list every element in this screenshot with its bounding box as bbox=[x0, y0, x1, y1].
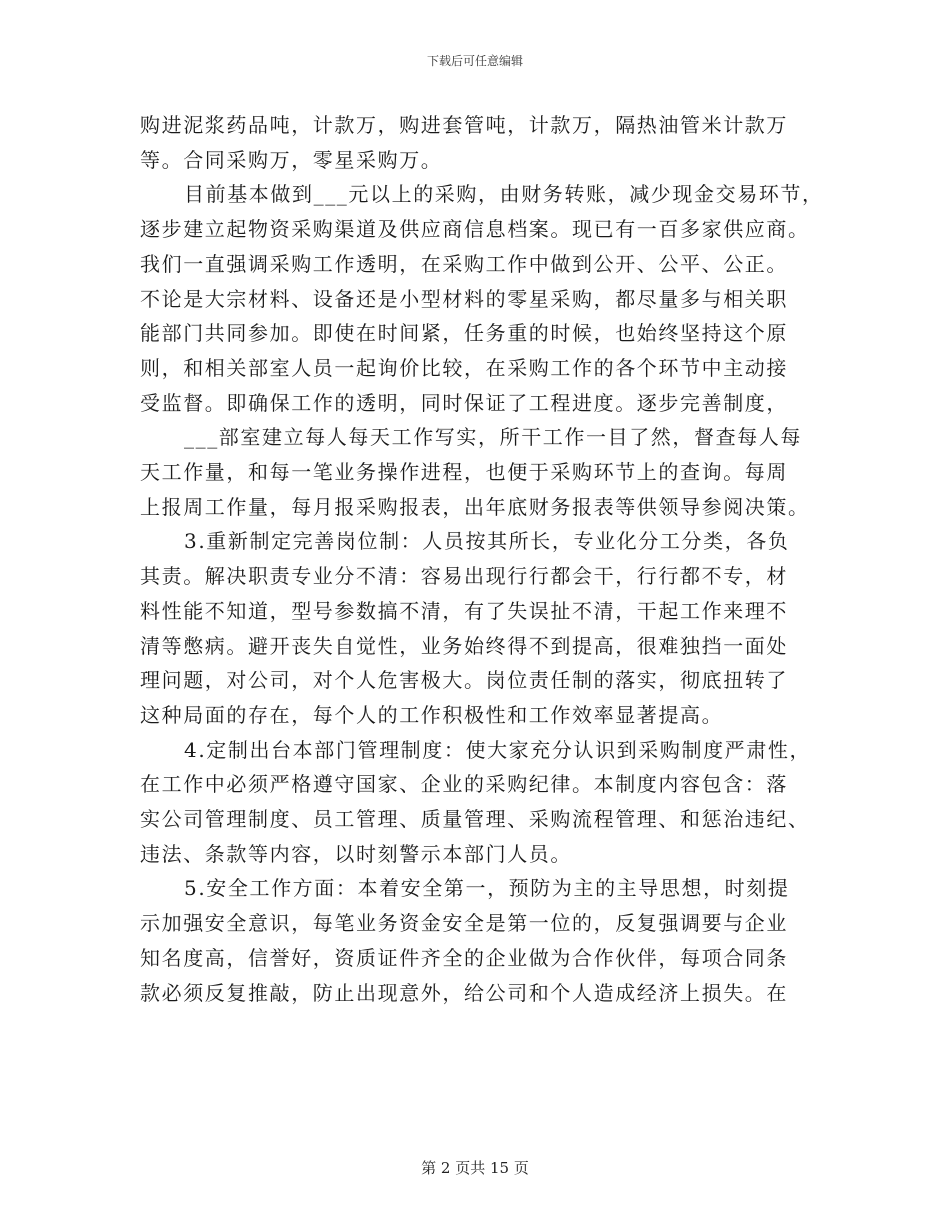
text-line: 等。合同采购万，零星采购万。 bbox=[140, 147, 443, 172]
text-line: 在工作中必须严格遵守国家、企业的采购纪律。本制度内容包含：落 bbox=[140, 772, 788, 797]
text-line: ___部室建立每人每天工作写实，所干工作一目了然，督查每人每 bbox=[184, 425, 802, 450]
text-line: 知名度高，信誉好，资质证件齐全的企业做为合作伙伴，每项合同条 bbox=[140, 945, 788, 970]
paragraph-6 bbox=[140, 871, 820, 1010]
paragraph-3 bbox=[140, 420, 820, 524]
text-line: 款必须反复推敲，防止出现意外，给公司和个人造成经济上损失。在 bbox=[140, 980, 788, 1005]
text-line: 逐步建立起物资采购渠道及供应商信息档案。现已有一百多家供应商。 bbox=[140, 217, 810, 242]
text-line: 料性能不知道，型号参数搞不清，有了失误扯不清，干起工作来理不 bbox=[140, 598, 788, 623]
text-line: 购进泥浆药品吨，计款万，购进套管吨，计款万，隔热油管米计款万 bbox=[140, 113, 788, 137]
text-line: 5.安全工作方面：本着安全第一，预防为主的主导思想，时刻提 bbox=[184, 876, 790, 901]
text-line: 能部门共同参加。即使在时间紧，任务重的时候，也始终坚持这个原 bbox=[140, 321, 788, 346]
paragraph-5 bbox=[140, 733, 820, 872]
text-line: 实公司管理制度、员工管理、质量管理、采购流程管理、和惩治违纪、 bbox=[140, 807, 810, 832]
text-line: 清等憋病。避开丧失自觉性，业务始终得不到提高，很难独挡一面处 bbox=[140, 633, 788, 658]
text-line: 4.定制出台本部门管理制度：使大家充分认识到采购制度严肃性， bbox=[184, 737, 812, 762]
page-header: 下载后可任意编辑 bbox=[426, 54, 523, 68]
paragraph-1 bbox=[140, 108, 820, 177]
text-line: 违法、条款等内容，以时刻警示本部门人员。 bbox=[140, 841, 572, 866]
document-body bbox=[140, 108, 824, 1010]
text-line: 理问题，对公司，对个人危害极大。岗位责任制的落实，彻底扭转了 bbox=[140, 668, 788, 693]
page-number-footer: 第 2 页共 15 页 bbox=[421, 1159, 529, 1177]
text-line: 不论是大宗材料、设备还是小型材料的零星采购，都尽量多与相关职 bbox=[140, 286, 788, 311]
text-line: 其责。解决职责专业分不清：容易出现行行都会干，行行都不专，材 bbox=[140, 564, 788, 589]
text-line: 目前基本做到___元以上的采购，由财务转账，减少现金交易环节， bbox=[184, 182, 824, 207]
text-line: 示加强安全意识，每笔业务资金安全是第一位的，反复强调要与企业 bbox=[140, 911, 788, 936]
text-line: 则，和相关部室人员一起询价比较，在采购工作的各个环节中主动接 bbox=[140, 355, 788, 380]
text-line: 3.重新制定完善岗位制：人员按其所长，专业化分工分类，各负 bbox=[184, 529, 790, 554]
text-line: 我们一直强调采购工作透明，在采购工作中做到公开、公平、公正。 bbox=[140, 251, 788, 276]
text-line: 上报周工作量，每月报采购报表，出年底财务报表等供领导参阅决策。 bbox=[140, 494, 810, 519]
text-line: 天工作量，和每一笔业务操作进程，也便于采购环节上的查询。每周 bbox=[140, 460, 788, 485]
paragraph-2 bbox=[140, 177, 824, 420]
text-line: 受监督。即确保工作的透明，同时保证了工程进度。逐步完善制度， bbox=[140, 390, 788, 415]
text-line: 这种局面的存在，每个人的工作积极性和工作效率显著提高。 bbox=[140, 702, 724, 727]
paragraph-4 bbox=[140, 524, 820, 732]
